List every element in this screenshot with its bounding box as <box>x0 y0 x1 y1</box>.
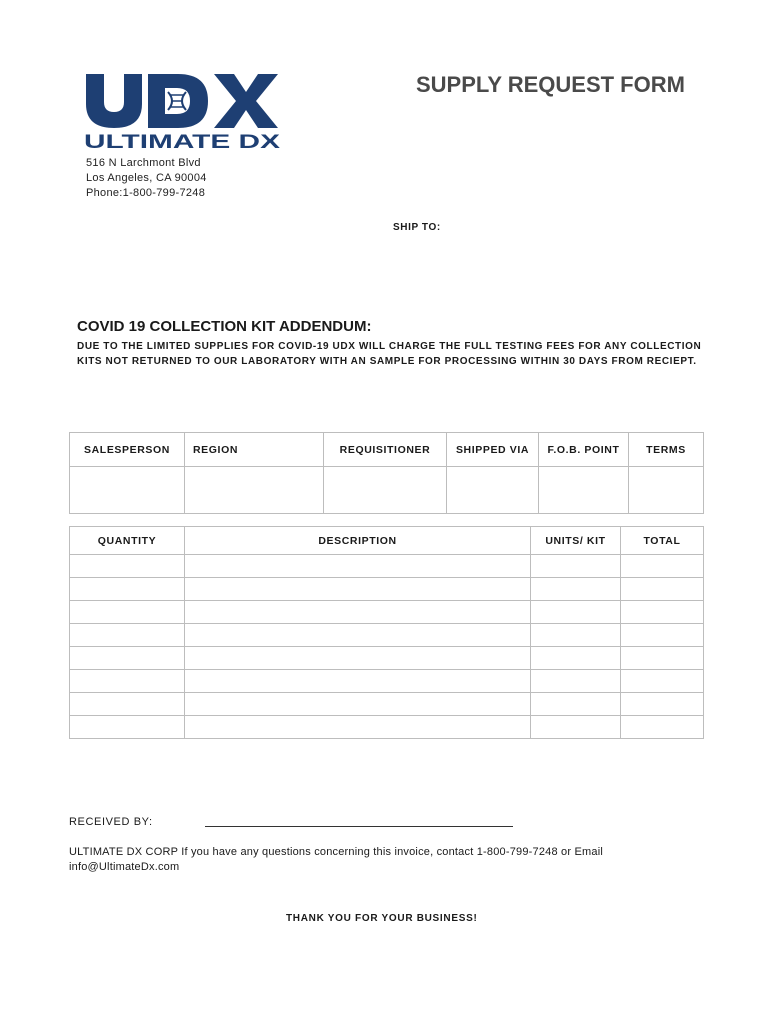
addendum-body: DUE TO THE LIMITED SUPPLIES FOR COVID-19 UDX WILL CHARGE THE FULL TESTING FEES FOR ANY COLLECTION KITS NOT RETURNED TO OUR LABORATORY WITH AN SAMPLE FOR PROCESSING WITHIN 30 DAYS FROM RECIEPT. <box>77 341 702 367</box>
region-field[interactable] <box>185 467 324 514</box>
quantity-field[interactable] <box>70 555 185 578</box>
header-units-kit: UNITS/ KIT <box>531 527 621 555</box>
footer-contact: ULTIMATE DX CORP If you have any questions concerning this invoice, contact 1-800-799-7248 or Email info@UltimateDx.com <box>69 846 603 873</box>
total-field[interactable] <box>621 624 704 647</box>
units-kit-field[interactable] <box>531 624 621 647</box>
total-field[interactable] <box>621 578 704 601</box>
quantity-field[interactable] <box>70 716 185 739</box>
quantity-field[interactable] <box>70 601 185 624</box>
fob-point-field[interactable] <box>539 467 629 514</box>
header-salesperson: SALESPERSON <box>70 433 185 467</box>
total-field[interactable] <box>621 670 704 693</box>
quantity-field[interactable] <box>70 693 185 716</box>
shipped-via-field[interactable] <box>447 467 539 514</box>
table-row <box>70 601 704 624</box>
header-shipped-via: SHIPPED VIA <box>447 433 539 467</box>
addendum-heading: COVID 19 COLLECTION KIT ADDENDUM: <box>77 318 372 335</box>
company-address <box>86 156 207 201</box>
header-fob-point: F.O.B. POINT <box>539 433 629 467</box>
table-row <box>70 670 704 693</box>
total-field[interactable] <box>621 716 704 739</box>
terms-field[interactable] <box>629 467 704 514</box>
units-kit-field[interactable] <box>531 716 621 739</box>
logo-wordmark: ULTIMATE DX <box>84 132 280 150</box>
description-field[interactable] <box>185 601 531 624</box>
items-table <box>69 526 704 739</box>
units-kit-field[interactable] <box>531 670 621 693</box>
header-description: DESCRIPTION <box>185 527 531 555</box>
units-kit-field[interactable] <box>531 693 621 716</box>
ship-to-label: SHIP TO: <box>393 222 441 233</box>
description-field[interactable] <box>185 716 531 739</box>
total-field[interactable] <box>621 601 704 624</box>
description-field[interactable] <box>185 578 531 601</box>
requisitioner-field[interactable] <box>324 467 447 514</box>
description-field[interactable] <box>185 693 531 716</box>
ultimate-dx-logo <box>84 72 280 150</box>
thank-you-message: THANK YOU FOR YOUR BUSINESS! <box>286 913 478 924</box>
table-row <box>70 716 704 739</box>
order-info-table <box>69 432 704 514</box>
units-kit-field[interactable] <box>531 555 621 578</box>
address-line: Los Angeles, CA 90004 <box>86 172 207 184</box>
table-row <box>70 693 704 716</box>
address-phone: Phone:1-800-799-7248 <box>86 187 206 199</box>
quantity-field[interactable] <box>70 670 185 693</box>
quantity-field[interactable] <box>70 578 185 601</box>
table-row <box>70 624 704 647</box>
header-region: REGION <box>185 433 324 467</box>
quantity-field[interactable] <box>70 624 185 647</box>
units-kit-field[interactable] <box>531 578 621 601</box>
description-field[interactable] <box>185 555 531 578</box>
received-by-label: RECEIVED BY: <box>69 816 153 828</box>
units-kit-field[interactable] <box>531 647 621 670</box>
quantity-field[interactable] <box>70 647 185 670</box>
salesperson-field[interactable] <box>70 467 185 514</box>
address-line: 516 N Larchmont Blvd <box>86 157 201 169</box>
table-row <box>70 578 704 601</box>
units-kit-field[interactable] <box>531 601 621 624</box>
total-field[interactable] <box>621 693 704 716</box>
table-row <box>70 647 704 670</box>
header-requisitioner: REQUISITIONER <box>324 433 447 467</box>
received-by-signature-line[interactable] <box>205 826 513 827</box>
total-field[interactable] <box>621 555 704 578</box>
description-field[interactable] <box>185 670 531 693</box>
table-row <box>70 555 704 578</box>
header-total: TOTAL <box>621 527 704 555</box>
description-field[interactable] <box>185 647 531 670</box>
total-field[interactable] <box>621 647 704 670</box>
header-terms: TERMS <box>629 433 704 467</box>
description-field[interactable] <box>185 624 531 647</box>
header-quantity: QUANTITY <box>70 527 185 555</box>
form-title: SUPPLY REQUEST FORM <box>416 72 685 97</box>
